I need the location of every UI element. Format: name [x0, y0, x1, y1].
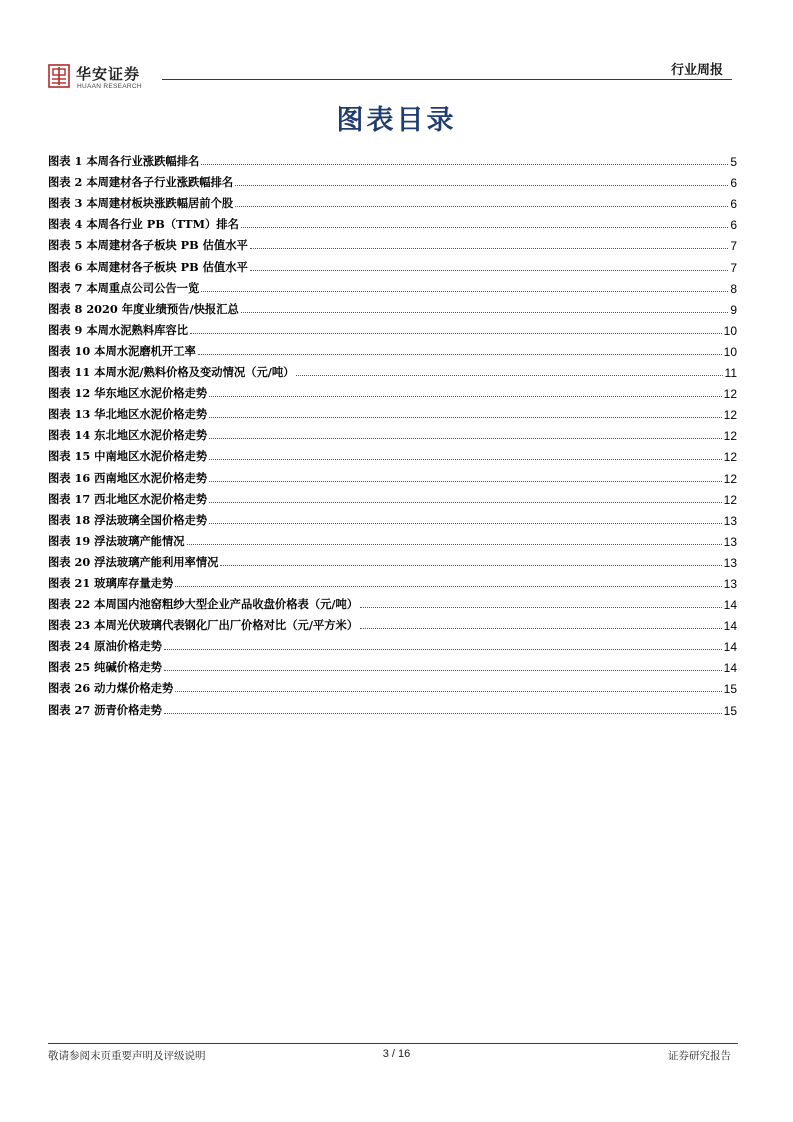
toc-item-page[interactable]: 14	[723, 598, 737, 613]
toc-item-page[interactable]: 7	[730, 260, 737, 275]
toc-item-page[interactable]: 6	[730, 218, 737, 233]
toc-item-page[interactable]: 12	[723, 408, 737, 423]
footer-disclaimer: 敬请参阅末页重要声明及评级说明	[48, 1050, 206, 1062]
toc-item-page[interactable]: 11	[724, 366, 737, 381]
toc-item[interactable]	[48, 338, 737, 359]
toc-leader-dots	[296, 375, 722, 376]
toc-item-label[interactable]: 图表 8 2020 年度业绩预告/快报汇总	[48, 301, 239, 316]
toc-item[interactable]	[48, 148, 737, 169]
toc-item-label[interactable]: 图表 23 本周光伏玻璃代表钢化厂出厂价格对比（元/平方米）	[48, 618, 359, 633]
toc-item-page[interactable]: 5	[730, 155, 737, 170]
toc-item[interactable]	[48, 359, 737, 380]
toc-item[interactable]	[48, 654, 737, 675]
toc-item[interactable]	[48, 253, 737, 274]
toc-leader-dots	[164, 649, 722, 650]
toc-item[interactable]	[48, 169, 737, 190]
toc-item-page[interactable]: 14	[723, 661, 737, 676]
toc-leader-dots	[209, 523, 721, 524]
toc-leader-dots	[360, 628, 722, 629]
toc-item[interactable]	[48, 464, 737, 485]
toc-item[interactable]	[48, 528, 737, 549]
toc-item[interactable]	[48, 317, 737, 338]
toc-leader-dots	[235, 206, 728, 207]
toc-leader-dots	[209, 438, 721, 439]
toc-leader-dots	[235, 185, 728, 186]
page-number: 3 / 16	[382, 1048, 411, 1060]
toc-leader-dots	[209, 481, 721, 482]
toc-item-page[interactable]: 15	[723, 682, 737, 697]
toc-leader-dots	[220, 565, 721, 566]
logo-subtitle: HUAAN RESEARCH	[77, 83, 142, 90]
toc-item-page[interactable]: 12	[723, 492, 737, 507]
toc-item-page[interactable]: 10	[723, 323, 737, 338]
toc-item-label[interactable]: 图表 3 本周建材板块涨跌幅居前个股	[48, 196, 234, 211]
toc-item-label[interactable]: 图表 6 本周建材各子板块 PB 估值水平	[48, 259, 248, 274]
toc-item-label[interactable]: 图表 10 本周水泥磨机开工率	[48, 343, 196, 358]
toc-item-label[interactable]: 图表 1 本周各行业涨跌幅排名	[48, 154, 200, 169]
toc-item-page[interactable]: 13	[723, 555, 737, 570]
toc-item-page[interactable]: 9	[730, 302, 737, 317]
toc-item[interactable]	[48, 380, 737, 401]
toc-leader-dots	[360, 607, 722, 608]
toc-item-page[interactable]: 6	[730, 197, 737, 212]
toc-item-label[interactable]: 图表 27 沥青价格走势	[48, 702, 162, 717]
toc-item-label[interactable]: 图表 4 本周各行业 PB（TTM）排名	[48, 217, 239, 232]
toc-item[interactable]	[48, 401, 737, 422]
toc-item-page[interactable]: 8	[730, 281, 737, 296]
toc-item-page[interactable]: 13	[723, 534, 737, 549]
toc-item-label[interactable]: 图表 5 本周建材各子板块 PB 估值水平	[48, 238, 248, 253]
toc-leader-dots	[209, 417, 721, 418]
toc-item-label[interactable]: 图表 11 本周水泥/熟料价格及变动情况（元/吨）	[48, 365, 295, 380]
toc-item[interactable]	[48, 570, 737, 591]
toc-item-label[interactable]: 图表 12 华东地区水泥价格走势	[48, 386, 208, 401]
toc-leader-dots	[209, 459, 721, 460]
toc-item-label[interactable]: 图表 14 东北地区水泥价格走势	[48, 428, 208, 443]
toc-item-page[interactable]: 7	[730, 239, 737, 254]
toc-leader-dots	[241, 227, 728, 228]
toc-leader-dots	[209, 502, 721, 503]
toc-item-page[interactable]: 10	[723, 344, 737, 359]
toc-item-page[interactable]: 13	[723, 576, 737, 591]
toc-item-label[interactable]: 图表 24 原油价格走势	[48, 639, 162, 654]
toc-item-page[interactable]: 14	[723, 640, 737, 655]
toc-item-label[interactable]: 图表 7 本周重点公司公告一览	[48, 280, 200, 295]
toc-item-page[interactable]: 12	[723, 471, 737, 486]
toc-leader-dots	[250, 270, 729, 271]
toc-leader-dots	[201, 164, 728, 165]
toc-item[interactable]	[48, 422, 737, 443]
toc-item-page[interactable]: 12	[723, 387, 737, 402]
toc-list	[48, 148, 737, 718]
toc-leader-dots	[175, 586, 721, 587]
toc-leader-dots	[209, 396, 721, 397]
toc-item-label[interactable]: 图表 18 浮法玻璃全国价格走势	[48, 512, 208, 527]
toc-leader-dots	[187, 544, 722, 545]
toc-item[interactable]	[48, 633, 737, 654]
toc-item-label[interactable]: 图表 9 本周水泥熟料库容比	[48, 322, 188, 337]
toc-leader-dots	[190, 333, 722, 334]
toc-item[interactable]	[48, 591, 737, 612]
toc-item-page[interactable]: 6	[730, 176, 737, 191]
toc-item-label[interactable]: 图表 22 本周国内池窑粗纱大型企业产品收盘价格表（元/吨）	[48, 597, 359, 612]
toc-leader-dots	[241, 312, 729, 313]
report-type: 行业周报	[670, 63, 723, 78]
toc-item-label[interactable]: 图表 25 纯碱价格走势	[48, 660, 162, 675]
toc-item[interactable]	[48, 190, 737, 211]
toc-leader-dots	[164, 670, 722, 671]
toc-item-label[interactable]: 图表 21 玻璃库存量走势	[48, 575, 174, 590]
header-divider	[162, 79, 732, 80]
toc-item[interactable]	[48, 443, 737, 464]
toc-item[interactable]	[48, 675, 737, 696]
toc-item-label[interactable]: 图表 17 西北地区水泥价格走势	[48, 491, 208, 506]
toc-leader-dots	[201, 291, 728, 292]
toc-leader-dots	[175, 691, 721, 692]
page-header	[0, 0, 793, 90]
toc-item-label[interactable]: 图表 20 浮法玻璃产能利用率情况	[48, 554, 219, 569]
toc-item-label[interactable]: 图表 13 华北地区水泥价格走势	[48, 407, 208, 422]
huaan-logo-icon	[48, 64, 70, 88]
toc-item[interactable]	[48, 296, 737, 317]
toc-item-page[interactable]: 14	[723, 619, 737, 634]
footer-divider	[48, 1043, 738, 1044]
toc-item-label[interactable]: 图表 19 浮法玻璃产能情况	[48, 533, 185, 548]
toc-item-label[interactable]: 图表 2 本周建材各子行业涨跌幅排名	[48, 175, 234, 190]
toc-title: 图表目录	[336, 105, 457, 136]
toc-item[interactable]	[48, 232, 737, 253]
toc-item[interactable]	[48, 211, 737, 232]
toc-item-page[interactable]: 12	[723, 429, 737, 444]
toc-item-page[interactable]: 15	[723, 703, 737, 718]
toc-item-label[interactable]: 图表 16 西南地区水泥价格走势	[48, 470, 208, 485]
toc-item-page[interactable]: 12	[723, 450, 737, 465]
toc-item[interactable]	[48, 696, 737, 717]
toc-item-label[interactable]: 图表 26 动力煤价格走势	[48, 681, 174, 696]
logo-text: 华安证券	[76, 65, 141, 83]
toc-leader-dots	[164, 713, 722, 714]
toc-leader-dots	[250, 248, 729, 249]
toc-item[interactable]	[48, 275, 737, 296]
toc-item[interactable]	[48, 612, 737, 633]
toc-item[interactable]	[48, 486, 737, 507]
toc-item-label[interactable]: 图表 15 中南地区水泥价格走势	[48, 449, 208, 464]
toc-item[interactable]	[48, 549, 737, 570]
toc-item-page[interactable]: 13	[723, 513, 737, 528]
toc-leader-dots	[198, 354, 722, 355]
toc-item[interactable]	[48, 507, 737, 528]
footer-company: 证券研究报告	[668, 1050, 731, 1062]
